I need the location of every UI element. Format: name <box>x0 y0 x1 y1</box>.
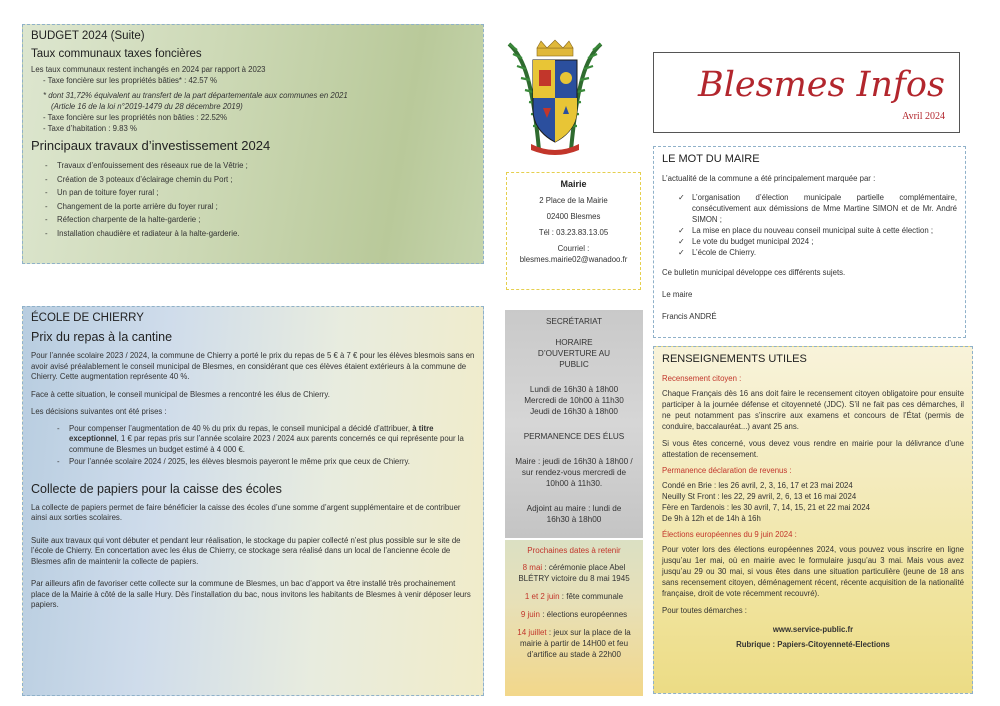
mairie-address: 2 Place de la Mairie <box>539 196 608 205</box>
paragraph: Pour voter lors des élections européennes 2024, vous pouvez vous inscrire en ligne jusqu’au 1er mai, où en mairie avec le formulaire jusqu’au 3 mai. Mais vous avez jusqu’au 29 ou 30 mai, si vous êtes dans une situation particulière (jeune de 18 ans sans recensement citoyen, déménagement récent, récente acquisition de la nationalité française, droit de vote récemment recouvré). <box>662 545 964 598</box>
permanence-maire: Maire : jeudi de 16h30 à 18h00 / sur rendez-vous mercredi de 10h00 à 11h30. <box>515 457 633 488</box>
list-item: - Travaux d’enfouissement des réseaux rue de la Vêtrie ; <box>57 159 475 173</box>
ecole-heading: ÉCOLE DE CHIERRY <box>31 312 144 324</box>
date-item: 1 et 2 juin : fête communale <box>524 592 624 601</box>
budget-section <box>22 24 484 264</box>
paragraph: Par ailleurs afin de favoriser cette collecte sur la commune de Blesmes, un bac d’apport va être installé très prochainement place de la Mairie à côté de la salle Hury. Dès l’installation du bac, nous invitons les habitants de Blesmes à venir déposer leurs papiers. <box>31 579 471 609</box>
list-item: ✓ Le vote du budget municipal 2024 ; <box>692 236 957 247</box>
taux-intro: Les taux communaux restent inchangés en 2024 par rapport à 2023 <box>31 65 266 74</box>
mairie-title: Mairie <box>560 179 587 189</box>
decisions-list <box>31 424 475 468</box>
travaux-list <box>31 159 475 240</box>
mot-closing: Ce bulletin municipal développe ces différents sujets. <box>662 268 846 277</box>
permanence-adjoint: Adjoint au maire : lundi de 16h30 à 18h00 <box>526 504 622 524</box>
date-item: 8 mai : cérémonie place Abel BLÉTRY victoire du 8 mai 1945 <box>518 563 630 583</box>
secretariat-section <box>505 310 643 538</box>
budget-heading: BUDGET 2024 (Suite) <box>31 30 145 42</box>
list-item: - Création de 3 poteaux d’éclairage chemin du Port ; <box>57 173 475 187</box>
paragraph: Pour l’année scolaire 2023 / 2024, la commune de Chierry a porté le prix du repas de 5 € à 7 € pour les élèves blesmois sans en avoir avisé préalablement le conseil municipal de Blesmes, en considérant que ces élèves étaient extérieurs à la commune de Chierry. Cette augmentation représente 40 %. <box>31 351 475 381</box>
mairie-contact <box>506 172 641 290</box>
mot-signature: Francis ANDRÉ <box>662 312 717 321</box>
taux-note1: * dont 31,72% équivalent au transfert de la part départementale aux communes en 2021 <box>43 91 348 100</box>
taux-bati: - Taxe foncière sur les propriétés bâties* : 42.57 % <box>43 76 218 85</box>
paragraph: Si vous êtes concerné, vous devez vous rendre en mairie pour la délivrance d’une attestation de recensement. <box>662 439 964 459</box>
list-item: De 9h à 12h et de 14h à 16h <box>662 514 761 523</box>
list-item: - Pour l’année scolaire 2024 / 2025, les élèves blesmois payeront le même prix que ceux de Chierry. <box>69 457 475 468</box>
permanence-revenus-title: Permanence déclaration de revenus : <box>662 466 792 475</box>
list-item: Fère en Tardenois : les 30 avril, 7, 14, 15, 21 et 22 mai 2024 <box>662 503 870 512</box>
date-item: 14 juillet : jeux sur la place de la mairie à partir de 14H00 et feu d’artifice au stade à 22h00 <box>517 628 631 659</box>
renseignements-section <box>653 346 973 694</box>
mot-list <box>662 192 957 258</box>
paragraph: Chaque Français dès 16 ans doit faire le recensement citoyen obligatoire pour ensuite participer à la journée défense et citoyenneté (JDC). S’il ne fait pas ces démarches, il ne peut notamment pas s’inscrire aux examens et concours de l’État (permis de conduire, baccalauréat...) avant 25 ans. <box>662 389 964 431</box>
rens-heading: RENSEIGNEMENTS UTILES <box>662 353 807 365</box>
paragraph: Face à cette situation, le conseil municipal de Blesmes a rencontré les élus de Chierry. <box>31 389 330 399</box>
mot-intro: L’actualité de la commune a été principalement marquée par : <box>662 174 876 183</box>
collecte-title: Collecte de papiers pour la caisse des écoles <box>31 481 282 496</box>
list-item: ✓ L’école de Chierry. <box>692 247 957 258</box>
issue-date: Avril 2024 <box>902 111 945 122</box>
permanence-title: PERMANENCE DES ÉLUS <box>523 432 625 441</box>
list-item: ✓ L’organisation d’élection municipale partielle complémentaire, consécutivement aux démissions de Mme Martine SIMON et de Mr. André SIMON ; <box>692 192 957 225</box>
list-item: Neuilly St Front : les 22, 29 avril, 2, 6, 13 et 16 mai 2024 <box>662 492 857 501</box>
list-item: - Réfection charpente de la halte-garderie ; <box>57 213 475 227</box>
dates-section <box>505 540 643 696</box>
page-title: Blesmes Infos <box>698 65 945 105</box>
mot-du-maire-section <box>653 146 966 338</box>
taux-title: Taux communaux taxes foncières <box>31 48 202 60</box>
paragraph: Suite aux travaux qui vont débuter et pendant leur réalisation, le stockage du papier collecté n’est plus possible sur le site de l’école de Chierry. En concertation avec les élus de Chierry, ce stockage sera réalisé dans un local de l’ancienne école de Blesmes afin de maintenir la collecte de papiers. <box>31 535 461 566</box>
cantine-title: Prix du repas à la cantine <box>31 330 173 344</box>
list-item: Condé en Brie : les 26 avril, 2, 3, 16, 17 et 23 mai 2024 <box>662 481 853 490</box>
list-item: ✓ La mise en place du nouveau conseil municipal suite à cette élection ; <box>692 225 957 236</box>
service-public-link[interactable]: www.service-public.fr <box>772 625 854 634</box>
hours-wednesday: Mercredi de 10h00 à 11h30 <box>524 396 624 405</box>
mairie-email-label: Courriel : <box>557 244 590 253</box>
mot-heading: LE MOT DU MAIRE <box>662 153 760 165</box>
mot-role: Le maire <box>662 290 693 299</box>
dates-title: Prochaines dates à retenir <box>527 546 621 555</box>
hours-monday: Lundi de 16h30 à 18h00 <box>529 385 619 394</box>
secretariat-title: SECRÉTARIAT <box>545 317 603 326</box>
taux-non-bati: - Taxe foncière sur les propriétés non bâties : 22.52% <box>43 113 228 122</box>
masthead <box>653 52 960 133</box>
horaire-title: HORAIRE D’OUVERTURE AU PUBLIC <box>537 338 611 369</box>
hours-thursday: Jeudi de 16h30 à 18h00 <box>530 407 618 416</box>
paragraph: La collecte de papiers permet de faire bénéficier la caisse des écoles d’une somme d’argent supplémentaire et de contribuer ainsi aux sorties scolaires. <box>31 502 461 522</box>
list-item: - Installation chaudière et radiateur à la halte-garderie. <box>57 227 475 241</box>
taux-note2: (Article 16 de la loi n°2019-1479 du 28 décembre 2019) <box>51 102 243 111</box>
mairie-city: 02400 Blesmes <box>546 212 601 221</box>
date-item: 9 juin : élections européennes <box>520 610 628 619</box>
travaux-title: Principaux travaux d’investissement 2024 <box>31 138 271 153</box>
taux-habitation: - Taxe d’habitation : 9.83 % <box>43 124 137 133</box>
list-item: - Changement de la porte arrière du foyer rural ; <box>57 200 475 214</box>
mairie-email-link[interactable]: blesmes.mairie02@wanadoo.fr <box>519 255 628 264</box>
ecole-section <box>22 306 484 696</box>
list-item: - Un pan de toiture foyer rural ; <box>57 186 475 200</box>
coat-of-arms-icon <box>503 38 607 160</box>
paragraph: Les décisions suivantes ont été prises : <box>31 407 167 416</box>
recensement-title: Recensement citoyen : <box>662 374 742 383</box>
demarches-label: Pour toutes démarches : <box>662 606 747 615</box>
rubrique-label: Rubrique : Papiers-Citoyenneté-Elections <box>736 640 890 649</box>
elections-title: Élections européennes du 9 juin 2024 : <box>662 530 797 539</box>
list-item: - Pour compenser l’augmentation de 40 % du prix du repas, le conseil municipal a décidé d’attribuer, à titre exceptionnel, 1 € par repas pris sur l’année scolaire 2023 / 2024 aux parents concernés ce qui représente pour la commune de Blesmes un budget estimé à 4 000 €. <box>69 424 475 456</box>
mairie-phone[interactable]: Tél : 03.23.83.13.05 <box>538 228 609 237</box>
